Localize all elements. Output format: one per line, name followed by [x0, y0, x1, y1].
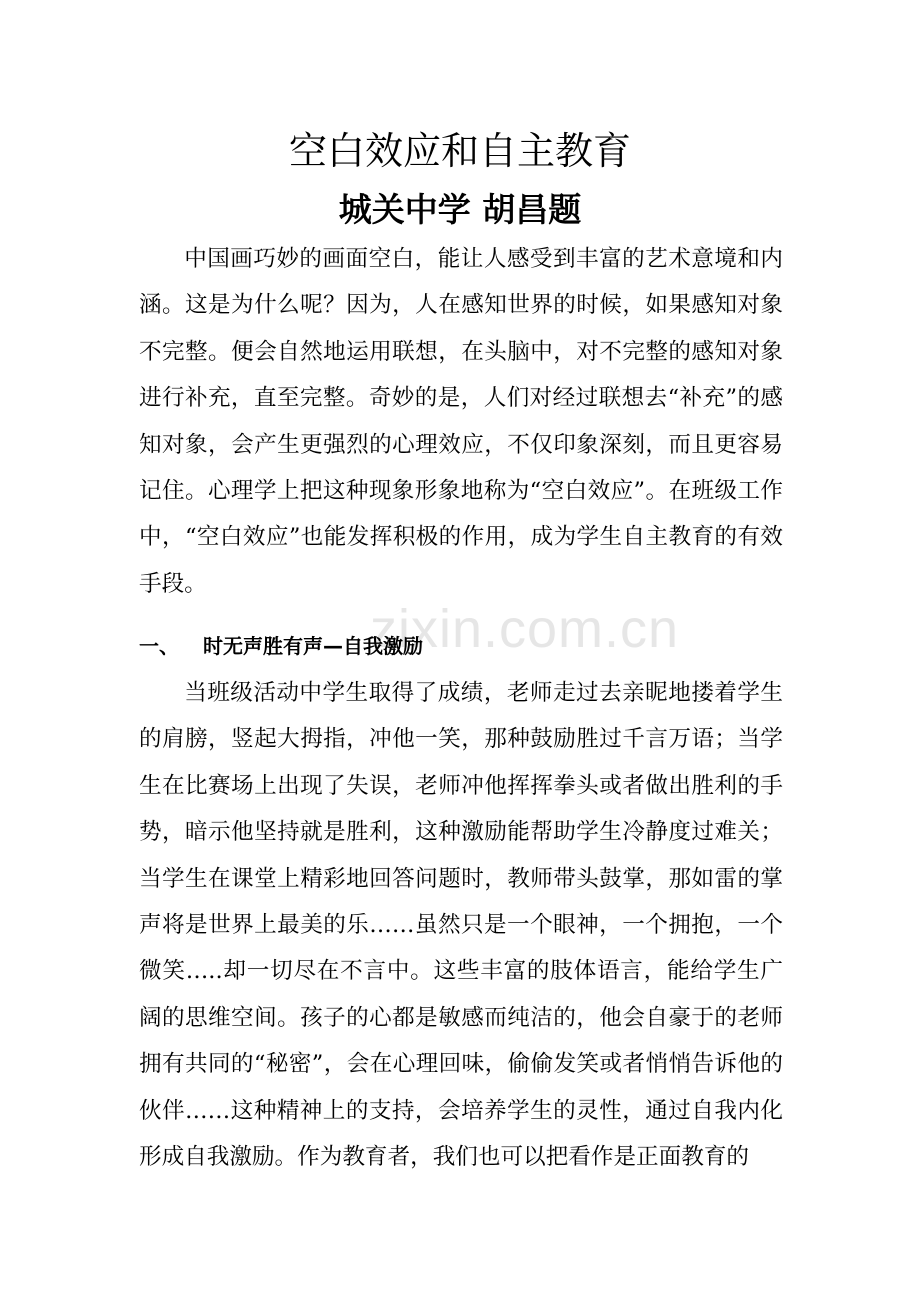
author-line: 城关中学 胡昌题: [338, 190, 582, 229]
section-heading: [139, 626, 783, 666]
body-paragraph: 当班级活动中学生取得了成绩，老师走过去亲昵地搂着学生的肩膀，竖起大拇指，冲他一笑，那种鼓励胜过千言万语；当学生在比赛场上出现了失误，老师冲他挥挥拳头或者做出胜利的手势，暗示他坚持就是胜利，这种激励能帮助学生冷静度过难关；当学生在课堂上精彩地回答问题时，教师带头鼓掌，那如雷的掌声将是世界上最美的乐……虽然只是一个眼神，一个拥抱，一个微笑…..却一切尽在不言中。这些丰富的肢体语言，能给学生广阔的思维空间。孩子的心都是敏感而纯洁的，他会自豪于的老师拥有共同的“秘密”，会在心理回味，偷偷发笑或者悄悄告诉他的伙伴……这种精神上的支持，会培养学生的灵性，通过自我内化形成自我激励。作为教育者，我们也可以把看作是正面教育的: [139, 680, 783, 1171]
section-number: 一、: [139, 634, 179, 658]
intro-paragraph: 中国画巧妙的画面空白，能让人感受到丰富的艺术意境和内涵。这是为什么呢？因为，人在感知世界的时候，如果感知对象不完整。便会自然地运用联想，在头脑中，对不完整的感知对象进行补充，直至完整。奇妙的是，人们对经过联想去“补充”的感知对象，会产生更强烈的心理效应，不仅印象深刻，而且更容易记住。心理学上把这种现象形象地称为“空白效应”。在班级工作中，“空白效应”也能发挥积极的作用，成为学生自主教育的有效手段。: [139, 246, 783, 597]
document-title: 空白效应和自主教育: [288, 129, 631, 173]
watermark: zixin.com.cn: [370, 599, 680, 659]
section-heading-text: 时无声胜有声—自我激励: [203, 634, 423, 658]
